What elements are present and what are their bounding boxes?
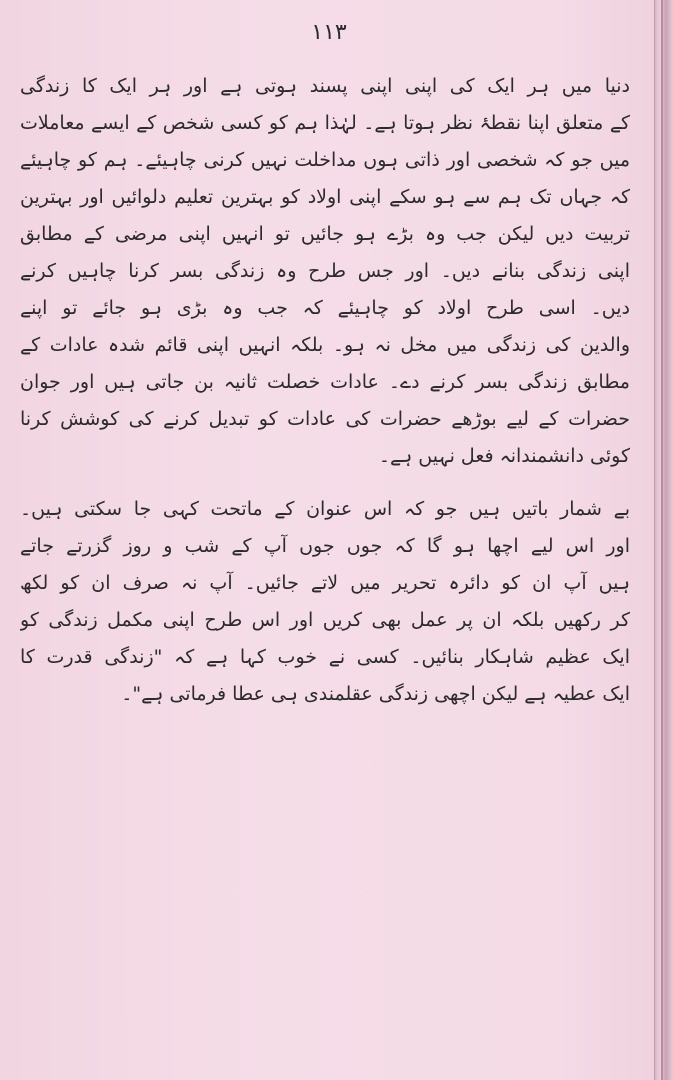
- text-line: کر رکھیں بلکہ ان پر عمل بھی کریں اور اس طرح اپنی مکمل زندگی کو: [20, 609, 630, 631]
- text-line: ایک عطیہ ہے لیکن اچھی زندگی عقلمندی ہی عطا فرماتی ہے"۔: [121, 683, 630, 705]
- text-line: ہیں آپ ان کو دائرہ تحریر میں لاتے جائیں۔ آپ نہ صرف ان کو لکھ: [20, 572, 630, 594]
- paragraph-2: [20, 491, 630, 713]
- text-line: حضرات کے لیے بوڑھے حضرات کی عادات کو تبدیل کرنے کی کوشش کرنا: [20, 408, 630, 430]
- text-line: مطابق زندگی بسر کرنے دے۔ عادات خصلت ثانیہ بن جاتی ہیں اور جوان: [20, 371, 630, 393]
- text-line: کے متعلق اپنا نقطۂ نظر ہوتا ہے۔ لہٰذا ہم کو کسی شخص کے ایسے معاملات: [20, 112, 630, 134]
- page-number: ۱۱۳: [311, 20, 347, 45]
- paragraph-1: [20, 68, 630, 475]
- text-line: میں جو کہ شخصی اور ذاتی ہوں مداخلت نہیں کرنی چاہیئے۔ ہم کو چاہیئے: [20, 149, 630, 171]
- page-text: [20, 68, 630, 713]
- text-line: اور اس لیے اچھا ہو گا کہ جوں جوں آپ کے شب و روز گزرتے جاتے: [20, 535, 630, 557]
- text-line: کوئی دانشمندانہ فعل نہیں ہے۔: [378, 445, 630, 467]
- text-line: والدین کی زندگی میں مخل نہ ہو۔ بلکہ انہیں اپنی قائم شدہ عادات کے: [20, 334, 630, 356]
- text-line: اپنی زندگی بنانے دیں۔ اور جس طرح وہ زندگی بسر کرنا چاہیں کرنے: [20, 260, 630, 282]
- text-line: دنیا میں ہر ایک کی اپنی اپنی پسند ہوتی ہے اور ہر ایک کا زندگی: [20, 75, 630, 97]
- paragraph-gap: [20, 475, 630, 491]
- text-line: کہ جہاں تک ہم سے ہو سکے اپنی اولاد کو بہترین تعلیم دلوائیں اور بہترین: [20, 186, 630, 208]
- text-line: دیں۔ اسی طرح اولاد کو چاہیئے کہ جب وہ بڑی ہو جائے تو اپنے: [20, 297, 630, 319]
- text-line: بے شمار باتیں ہیں جو کہ اس عنوان کے ماتحت کہی جا سکتی ہیں۔: [20, 498, 630, 520]
- text-line: تربیت دیں لیکن جب وہ بڑے ہو جائیں تو انہیں اپنی مرضی کے مطابق: [20, 223, 630, 245]
- text-line: ایک عظیم شاہکار بنائیں۔ کسی نے خوب کہا ہے کہ "زندگی قدرت کا: [20, 646, 630, 668]
- book-spine-edge: [654, 0, 673, 1080]
